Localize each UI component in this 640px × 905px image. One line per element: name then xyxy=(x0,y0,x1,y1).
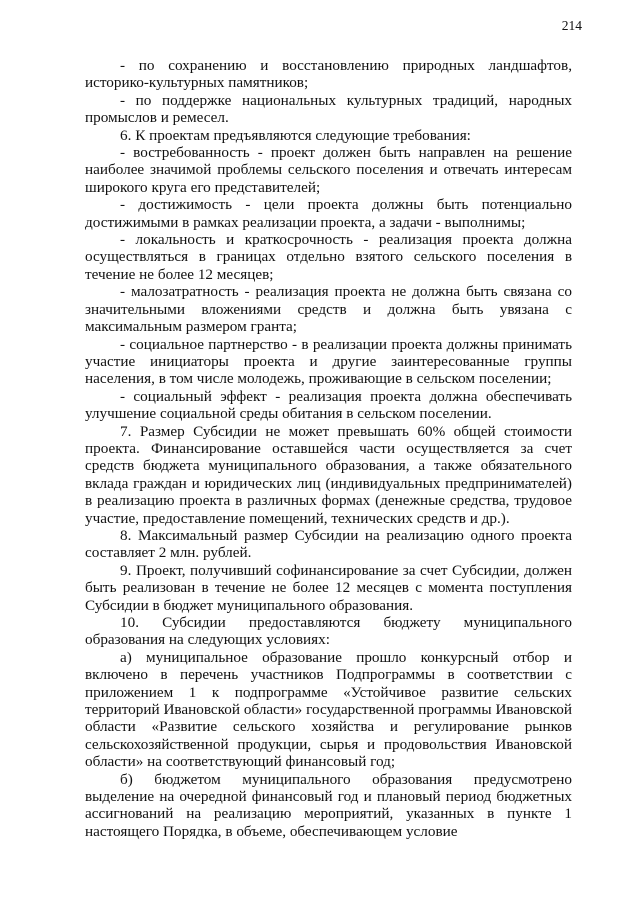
paragraph: 6. К проектам предъявляются следующие требования: xyxy=(120,126,471,144)
paragraph: 8. Максимальный размер Субсидии на реализацию одного проекта составляет 2 млн. рублей. xyxy=(85,526,572,562)
paragraph: - социальный эффект - реализация проекта должна обеспечивать улучшение социальной среды обитания в сельском поселении. xyxy=(85,387,572,423)
paragraph: 7. Размер Субсидии не может превышать 60% общей стоимости проекта. Финансирование оставшейся части осуществляется за счет средств бюджета муниципального образования, а также обязательного вклада граждан и юридических лиц (индивидуальных предпринимателей) в реализацию проекта в различных формах (денежные средства, трудовое участие, предоставление помещений, технических средств и др.). xyxy=(85,422,572,527)
paragraph: - малозатратность - реализация проекта не должна быть связана со значительными вложениями средств и должна быть увязана с максимальным размером гранта; xyxy=(85,283,572,336)
paragraph: - по поддержке национальных культурных традиций, народных промыслов и ремесел. xyxy=(85,91,572,127)
paragraph: - достижимость - цели проекта должны быть потенциально достижимыми в рамках реализации проекта, а задачи - выполнимы; xyxy=(85,196,572,231)
page-number: 214 xyxy=(561,18,582,33)
paragraph: 9. Проект, получивший софинансирование за счет Субсидии, должен быть реализован в течение не более 12 месяцев с момента поступления Субсидии в бюджет муниципального образования. xyxy=(85,561,572,614)
paragraph: 10. Субсидии предоставляются бюджету муниципального образования на следующих условиях: xyxy=(85,614,572,649)
paragraph: б) бюджетом муниципального образования предусмотрено выделение на очередной финансовый год и плановый период бюджетных ассигнований на реализацию мероприятий, указанных в пункте 1 настоящего Порядка, в объеме, обеспечивающем условие xyxy=(85,770,572,840)
paragraph: - локальность и краткосрочность - реализация проекта должна осуществляться в границах отдельно взятого сельского поселения в течение не более 12 месяцев; xyxy=(85,231,572,283)
paragraph: а) муниципальное образование прошло конкурсный отбор и включено в перечень участников Подпрограммы в соответствии с приложением 1 к подпрограмме «Устойчивое развитие сельских территорий Ивановской области» государственной программы Ивановской области «Развитие сельского хозяйства и регулирование рынков сельскохозяйственной продукции, сырья и продовольствия Ивановской области» на соответствующий финансовый год; xyxy=(85,648,572,771)
paragraph: - по сохранению и восстановлению природных ландшафтов, историко-культурных памятников; xyxy=(85,57,572,92)
paragraph: - социальное партнерство - в реализации проекта должны принимать участие инициаторы проекта и другие заинтересованные группы населения, в том числе молодежь, проживающие в сельском поселении; xyxy=(85,335,572,388)
paragraph: - востребованность - проект должен быть направлен на решение наиболее значимой проблемы сельского поселения и отвечать интересам широкого круга его представителей; xyxy=(85,144,572,196)
document-body xyxy=(85,57,572,840)
